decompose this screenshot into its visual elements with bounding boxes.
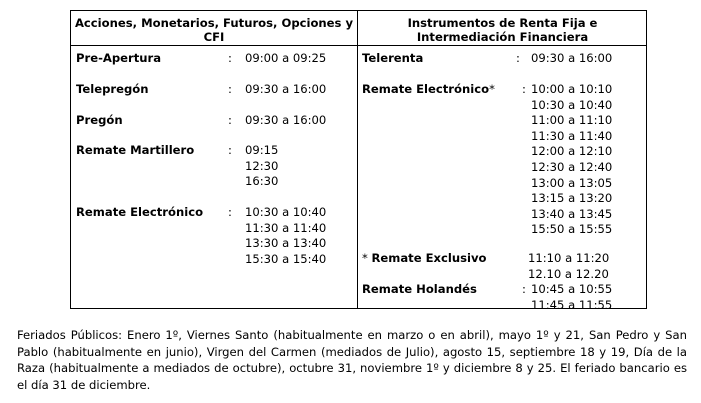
- time-value: 15:30 a 15:40: [245, 251, 327, 266]
- left-label-pregon: Pregón: [76, 113, 123, 127]
- left-label-remate-electronico: Remate Electrónico: [76, 205, 204, 219]
- time-value: 09:30 a 16:00: [245, 113, 327, 127]
- column-divider: [357, 11, 358, 308]
- right-label-remate-electronico-row: [362, 82, 495, 98]
- time-value: 11:30 a 11:40: [245, 220, 327, 235]
- time-value: 13:30 a 13:40: [245, 236, 327, 251]
- time-value: 10:30 a 10:40: [245, 205, 327, 219]
- time-value: 11:30 a 11:40: [531, 128, 613, 143]
- left-label-pre-apertura: Pre-Apertura: [76, 51, 162, 65]
- right-colon: :: [522, 282, 526, 296]
- time-value: 13:15 a 13:20: [531, 191, 613, 206]
- left-times-telepregon: [245, 82, 326, 98]
- time-value: 11:10 a 11:20: [528, 251, 610, 265]
- right-column-header: Instrumentos de Renta Fija e Intermediación Financiera: [407, 16, 598, 44]
- left-colon: :: [228, 205, 232, 219]
- time-value: 12:30 a 12:40: [531, 159, 613, 174]
- time-value: 13:00 a 13:05: [531, 175, 613, 190]
- right-times-remate-holandes: [531, 282, 612, 313]
- left-times-remate-electronico: [245, 205, 326, 267]
- time-value: 16:30: [245, 174, 279, 189]
- time-value: 09:00 a 09:25: [245, 51, 327, 65]
- time-value: 09:15: [245, 143, 279, 157]
- time-value: 10:45 a 10:55: [531, 282, 613, 296]
- right-colon: :: [516, 51, 520, 65]
- holidays-note: Feriados Públicos: Enero 1º, Viernes Santo (habitualmente en marzo o en abril), mayo 1º y 21, San Pedro y San Pablo (habitualmente en junio), Virgen del Carmen (mediados de Julio), agosto 15, septiembre 18 y 19, Día de la Raza (habitualmente a mediados de octubre), octubre 31, noviembre 1º y diciembre 8 y 25. El feriado bancario es el día 31 de diciembre.: [17, 328, 687, 392]
- left-colon: :: [228, 143, 232, 157]
- left-times-pre-apertura: [245, 51, 326, 67]
- left-label-telepregon: Telepregón: [76, 82, 149, 96]
- time-value: 09:30 a 16:00: [531, 51, 613, 65]
- left-column-header: Acciones, Monetarios, Futuros, Opciones y CFI: [74, 16, 354, 44]
- time-value: 10:00 a 10:10: [531, 82, 613, 96]
- right-times-remate-exclusivo: [528, 251, 609, 282]
- time-value: 12.10 a 12.20: [528, 266, 609, 281]
- time-value: 15:50 a 15:55: [531, 222, 613, 237]
- left-colon: :: [228, 82, 232, 96]
- right-label-remate-exclusivo: Remate Exclusivo: [371, 251, 487, 265]
- right-label-remate-electronico: Remate Electrónico: [362, 82, 490, 96]
- asterisk-marker: *: [362, 251, 372, 265]
- right-times-remate-electronico: [531, 82, 612, 238]
- asterisk-marker: *: [489, 82, 495, 96]
- schedule-table: [70, 10, 647, 312]
- time-value: 09:30 a 16:00: [245, 82, 327, 96]
- right-label-remate-holandes: Remate Holandés: [362, 282, 477, 296]
- right-label-telerenta: Telerenta: [362, 51, 424, 65]
- time-value: 12:30: [245, 158, 279, 173]
- time-value: 13:40 a 13:45: [531, 206, 613, 221]
- left-times-remate-martillero: [245, 143, 278, 190]
- right-label-remate-exclusivo-row: [362, 251, 487, 267]
- time-value: 10:30 a 10:40: [531, 97, 613, 112]
- time-value: 11:45 a 11:55: [531, 297, 613, 312]
- left-times-pregon: [245, 113, 326, 129]
- time-value: 12:00 a 12:10: [531, 144, 613, 159]
- left-label-remate-martillero: Remate Martillero: [76, 143, 195, 157]
- right-colon: :: [522, 82, 526, 96]
- header-divider: [71, 45, 646, 46]
- time-value: 11:00 a 11:10: [531, 113, 613, 128]
- right-times-telerenta: [531, 51, 612, 67]
- left-colon: :: [228, 113, 232, 127]
- left-colon: :: [228, 51, 232, 65]
